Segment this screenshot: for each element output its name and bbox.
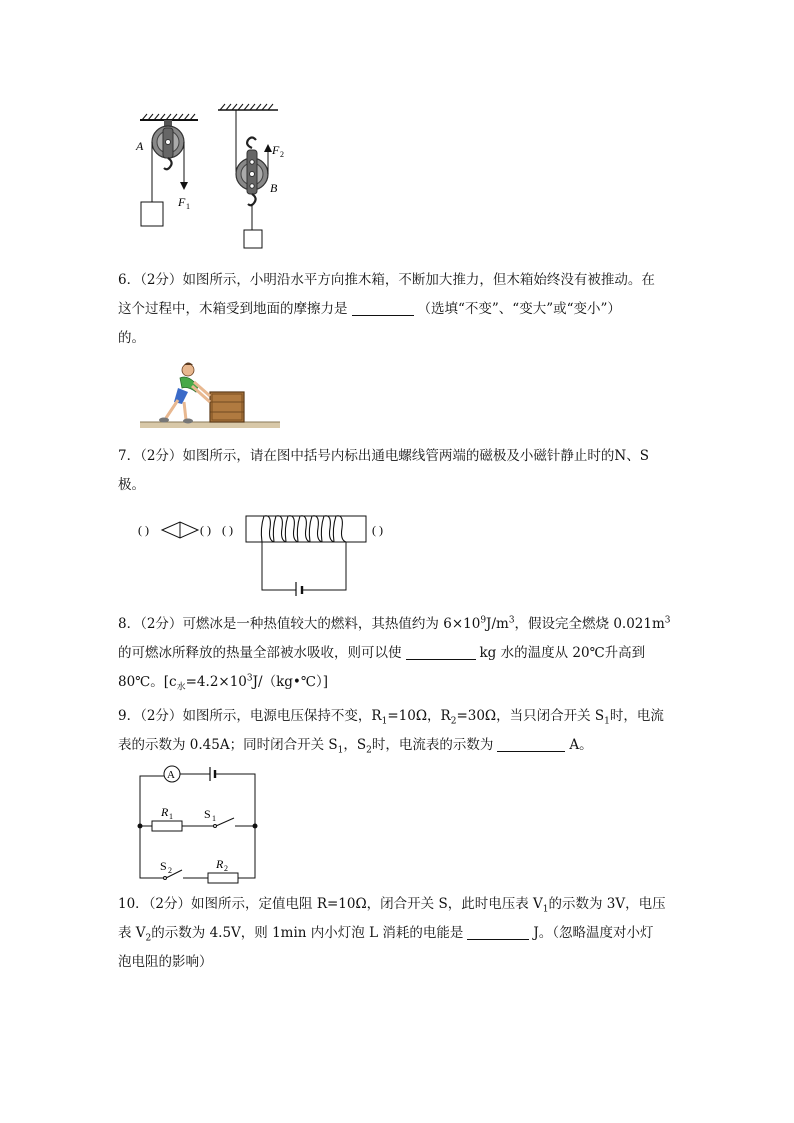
- q6-text-3: （选填“不变”、“变大”或“变小”）: [417, 301, 621, 317]
- q10-score: （2分）: [148, 896, 192, 912]
- q10-sub-2: 2: [145, 933, 152, 944]
- q9-text-1a: 如图所示，电源电压保持不变，R: [182, 708, 382, 724]
- pulley-figure: [132, 102, 302, 254]
- q8-sup-2: 3: [508, 615, 515, 626]
- q6-number: 6．: [118, 272, 141, 288]
- q9-text-1c: =30Ω，当只闭合开关 S: [456, 708, 605, 724]
- s2-label: S: [160, 859, 167, 873]
- question-7: [118, 442, 678, 500]
- q10-text-2a: 表 V: [118, 925, 146, 941]
- label-b: B: [270, 181, 278, 195]
- paren-needle-left[interactable]: ( ): [138, 523, 149, 537]
- q6-answer-blank[interactable]: [352, 299, 414, 316]
- q8-score: （2分）: [140, 616, 183, 632]
- switch-s1[interactable]: [216, 818, 234, 826]
- q8-text-3a: 80℃。[c: [118, 674, 177, 690]
- s1-label: S: [204, 807, 211, 821]
- q9-text-1d: 时，电流: [609, 708, 664, 724]
- label-f2-sub: 2: [280, 150, 284, 159]
- s1-label-sub: 1: [212, 814, 216, 823]
- q6-score: （2分）: [140, 272, 183, 288]
- label-f1-sub: 1: [186, 202, 190, 211]
- q6-text-4: 的。: [118, 330, 145, 346]
- q10-text-1b: 的示数为 3V，电压: [548, 896, 666, 912]
- q8-text-1b: J/m: [486, 616, 509, 632]
- q8-text-3b: =4.2×10: [185, 674, 247, 690]
- q10-text-2b: 的示数为 4.5V，则 1min 内小灯泡 L 消耗的电能是: [151, 925, 464, 941]
- s2-label-sub: 2: [168, 866, 172, 875]
- q9-text-2b: ，S: [343, 737, 367, 753]
- question-9: [118, 702, 678, 760]
- q9-text-2c: 时，电流表的示数为: [371, 737, 494, 753]
- q8-text-2a: 的可燃冰所释放的热量全部被水吸收，则可以使: [118, 645, 402, 661]
- q10-number: 10．: [118, 896, 149, 912]
- push-box-illustration: [140, 356, 280, 430]
- q8-sub-water: 水: [176, 682, 186, 693]
- q8-text-1a: 可燃冰是一种热值较大的燃料，其热值约为 6×10: [182, 616, 481, 632]
- q9-text-2d: A。: [569, 737, 593, 753]
- q7-number: 7．: [118, 448, 141, 464]
- q8-text-3c: J/（kg•℃）]: [252, 674, 329, 690]
- q9-text-2a: 表的示数为 0.45A；同时闭合开关 S: [118, 737, 338, 753]
- q7-score: （2分）: [140, 448, 183, 464]
- q8-sup-4: 3: [246, 673, 253, 684]
- r1-label-sub: 1: [169, 812, 173, 821]
- q10-sub-1: 1: [542, 904, 549, 915]
- q10-text-3: 泡电阻的影响）: [118, 954, 213, 970]
- q10-text-1a: 如图所示，定值电阻 R=10Ω，闭合开关 S，此时电压表 V: [191, 896, 543, 912]
- q8-sup-1: 9: [480, 615, 487, 626]
- q10-text-2c: J。（忽略温度对小灯: [533, 925, 654, 941]
- q9-sub-1: 1: [381, 716, 388, 727]
- q10-answer-blank[interactable]: [467, 923, 529, 940]
- q7-text-2: 极。: [118, 477, 145, 493]
- question-10: [118, 890, 678, 977]
- label-a: A: [136, 139, 144, 153]
- q6-text-2: 这个过程中，木箱受到地面的摩擦力是: [118, 301, 348, 317]
- r2-label-sub: 2: [224, 864, 228, 873]
- q8-number: 8．: [118, 616, 141, 632]
- question-6: [118, 266, 678, 353]
- q8-text-2b: kg 水的温度从 20℃升高到: [479, 645, 646, 661]
- r1-label: R: [161, 805, 169, 819]
- paren-solenoid-right[interactable]: ( ): [372, 523, 383, 537]
- q9-text-1b: =10Ω，R: [387, 708, 451, 724]
- ammeter-label: A: [167, 769, 175, 781]
- label-f2: F: [272, 143, 280, 157]
- q9-score: （2分）: [140, 708, 183, 724]
- paren-solenoid-left[interactable]: ( ): [222, 523, 233, 537]
- q7-text-1: 如图所示，请在图中括号内标出通电螺线管两端的磁极及小磁针静止时的N、S: [182, 448, 649, 464]
- q9-answer-blank[interactable]: [497, 735, 565, 752]
- q9-number: 9．: [118, 708, 141, 724]
- q9-sub-4: 1: [337, 745, 344, 756]
- q8-answer-blank[interactable]: [406, 643, 476, 660]
- q9-sub-2: 2: [450, 716, 457, 727]
- r2-label: R: [216, 857, 224, 871]
- q9-sub-3: 1: [604, 716, 610, 727]
- circuit-figure: [130, 762, 270, 888]
- q9-sub-5: 2: [366, 745, 372, 756]
- question-8: [118, 610, 678, 697]
- solenoid-figure: [134, 510, 404, 596]
- q6-text-1: 如图所示，小明沿水平方向推木箱，不断加大推力，但木箱始终没有被推动。在: [182, 272, 655, 288]
- q8-sup-3: 3: [664, 615, 671, 626]
- label-f1: F: [178, 195, 186, 209]
- q8-text-1c: ，假设完全燃烧 0.021m: [514, 616, 665, 632]
- paren-needle-right[interactable]: ( ): [200, 523, 211, 537]
